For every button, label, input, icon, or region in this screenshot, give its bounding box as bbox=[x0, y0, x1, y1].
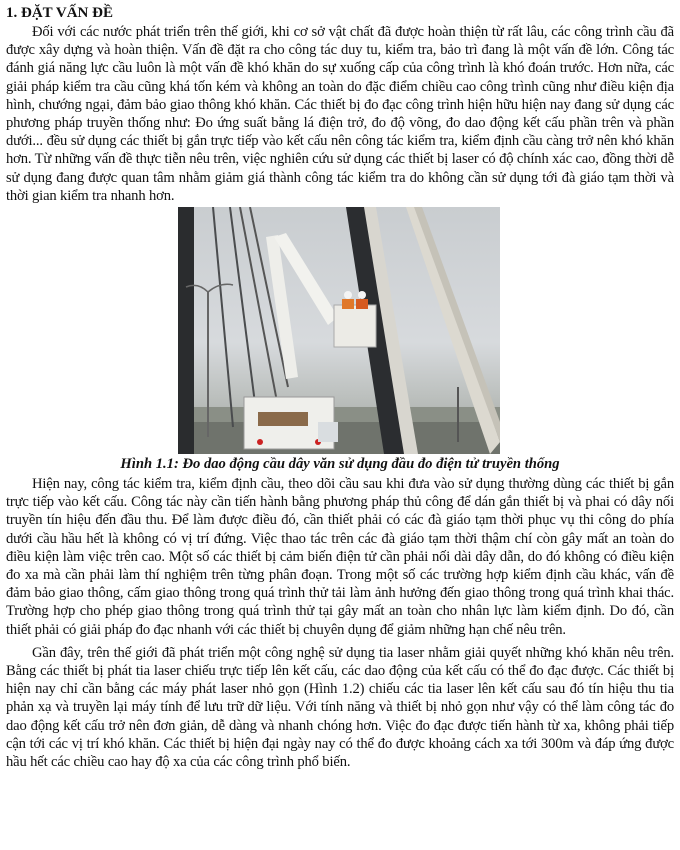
paragraph-intro: Đối với các nước phát triển trên thế giới, khi cơ sở vật chất đã được hoàn thiện từ rất lâu, các công trình cầu đã được xây dựng và hoàn thiện. Vấn đề đặt ra cho công tác duy tu, kiểm tra, bảo trì đang là một vấn đề lớn. Công tác đánh giá năng lực cầu luôn là một vấn đề khó khăn do sự xuống cấp của công trình là khó đoán trước. Hơn nữa, các giải pháp kiểm tra cầu cũng khá tốn kém và không an toàn do đặc điểm chiều cao công trình cũng như điều kiện địa hình, chướng ngại, đảm bảo giao thông khó khăn. Các thiết bị đo đạc công trình hiện hữu hiện nay đang sử dụng các phương pháp truyền thống như: Đo ứng suất bằng lá điện trở, đo độ võng, đo dao động kết cấu phần trên và phần dưới... đều sử dụng các thiết bị gắn trực tiếp vào kết cấu nên công tác kiểm tra, kiểm định cầu càng trở nên khó khăn hơn. Từ những vấn đề thực tiễn nêu trên, việc nghiên cứu sử dụng các thiết bị laser có độ chính xác cao, đồng thời dễ sử dụng đang được quan tâm nhằm giảm giá thành công tác kiểm tra do không cần sử dụng tới đà giáo tạm thời và thời gian kiểm tra nhanh hơn. bbox=[6, 24, 674, 204]
figure-photo bbox=[178, 207, 500, 454]
bridge-inspection-photo bbox=[178, 207, 500, 454]
paragraph-current-methods: Hiện nay, công tác kiểm tra, kiểm định cầu, theo dõi cầu sau khi đưa vào sử dụng thường dùng các thiết bị gắn trực tiếp vào kết cấu. Công tác này cần tiến hành bằng phương pháp thủ công để dán gắn thiết bị và phai có dây nối truyền tín hiệu đến đầu thu. Để làm được điều đó, cần thiết phải có các đà giáo tạm thời phục vụ thi công do phía dưới cầu hầu hết là không có vị trí đứng. Việc thao tác trên các đà giáo tạm thời thậm chí còn gây mất an toàn do điều kiện làm việc trên cao. Một số các thiết bị cảm biến điện tử cần phải nối dài dây dẫn, do đó không có điều kiện đo xa mà cần phải làm thí nghiệm trên từng phân đoạn. Trong một số các trường hợp kiểm định cầu khác, vấn đề đảm bảo giao thông, cấm giao thông trong quá trình thử tải làm ảnh hưởng đến giao thông trong quá trình khai thác. Trường hợp cho phép giao thông trong quá trình thử tại gây mất an toàn cho nhân lực làm kiểm định. Do đó, cần thiết phải có giải pháp đo đạc nhanh với các thiết bị chuyên dụng để giảm những hạn chế nêu trên. bbox=[6, 476, 674, 638]
paragraph-laser-technology: Gần đây, trên thế giới đã phát triển một công nghệ sử dụng tia laser nhằm giải quyết những khó khăn nêu trên. Bằng các thiết bị phát tia laser chiếu trực tiếp lên kết cấu, các dao động của kết cấu có thể đo đạc được. Các thiết bị hiện nay chỉ cần bằng các máy phát laser nhỏ gọn (Hình 1.2) chiếu các tia laser lên kết cấu sau đó tín hiệu thu tia phản xạ và truyền lại máy tính để lưu trữ dữ liệu. Với tính năng và thiết bị nhỏ gọn như vậy có thể làm công tác đo dao động kết cấu trở nên đơn giản, dễ dàng và nhanh chóng hơn. Việc đo đạc được tiến hành từ xa, không phải tiếp cận tới các vị trí khó khăn. Các thiết bị hiện đại ngày nay có thể đo được khoảng cách xa tới 300m và đáp ứng được hầu hết các chiều cao hay độ xa của các công trình phổ biến. bbox=[6, 644, 674, 771]
section-heading: 1. ĐẶT VẤN ĐỀ bbox=[6, 5, 113, 21]
figure-caption: Hình 1.1: Đo dao động cầu dây văn sử dụng đầu đo điện tử truyền thống bbox=[120, 456, 560, 473]
document-page bbox=[6, 4, 674, 771]
